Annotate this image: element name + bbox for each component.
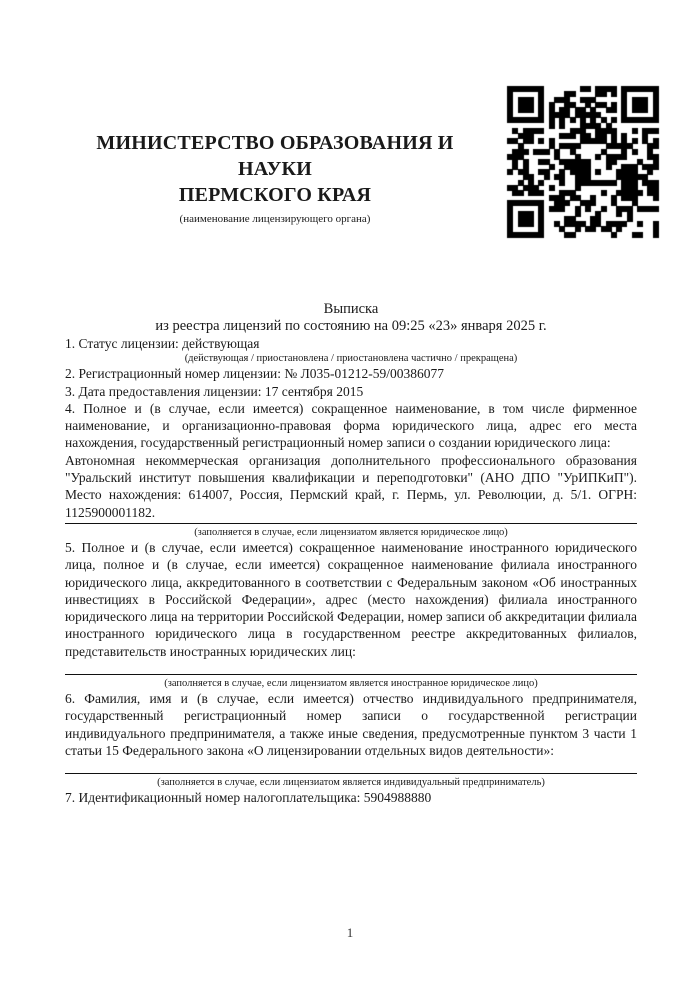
page-number: 1	[346, 925, 354, 940]
qr-code-icon	[502, 81, 663, 242]
document-title	[65, 301, 637, 335]
ministry-caption: (наименование лицензирующего органа)	[179, 213, 371, 225]
ministry-name-line2: ПЕРМСКОГО КРАЯ	[178, 184, 372, 206]
item-legal-entity-label: 4. Полное и (в случае, если имеется) сокращенное наименование, в том числе фирменное наименование, и организационно-правовая форма юридического лица, адрес его места нахождения, государственный регистрационный номер записи о создании юридического лица:	[65, 400, 637, 451]
item-individual-entrepreneur-label: 6. Фамилия, имя и (в случае, если имеется) отчество индивидуального предпринимателя, государственный регистрационный номер записи о государственной регистрации индивидуального предпринимателя, а также иные сведения, предусмотренные пунктом 3 части 1 статьи 15 Федерального закона «О лицензировании отдельных видов деятельности»:	[65, 691, 637, 758]
document-title-heading: Выписка	[323, 301, 379, 317]
licensing-authority-block	[65, 130, 485, 226]
ministry-name	[65, 130, 485, 208]
ministry-name-line1: МИНИСТЕРСТВО ОБРАЗОВАНИЯ И НАУКИ	[96, 132, 454, 180]
item-taxpayer-inn: 7. Идентификационный номер налогоплательщика: 5904988880	[65, 790, 432, 806]
item-foreign-entity-blank-line	[65, 674, 637, 675]
item-grant-date: 3. Дата предоставления лицензии: 17 сентября 2015	[65, 383, 364, 399]
item-legal-entity-value: Автономная некоммерческая организация дополнительного профессионального образования "Уральский институт повышения квалификации и переподготовки" (АНО ДПО "УрИПКиП"). Место нахождения: 614007, Россия, Пермский край, г. Пермь, ул. Революции, д. 5/1. ОГРН: 1125900001182.	[65, 452, 637, 524]
item-license-status: 1. Статус лицензии: действующая	[65, 336, 260, 351]
item-legal-entity-caption: (заполняется в случае, если лицензиатом является юридическое лицо)	[194, 526, 508, 538]
document-body	[65, 301, 637, 807]
item-individual-entrepreneur-blank-line	[65, 773, 637, 774]
item-individual-entrepreneur-caption: (заполняется в случае, если лицензиатом является индивидуальный предприниматель)	[157, 777, 545, 789]
item-foreign-entity-caption: (заполняется в случае, если лицензиатом является иностранное юридическое лицо)	[164, 678, 538, 690]
item-foreign-entity-label: 5. Полное и (в случае, если имеется) сокращенное наименование иностранного юридического лица, полное и (в случае, если имеется) сокращенное наименование филиала иностранного юридического лица, аккредитованного в соответствии с Федеральным законом «Об иностранных инвестициях в Российской Федерации», адрес (место нахождения) филиала иностранного юридического лица на территории Российской Федерации, номер записи об аккредитации филиала иностранного юридического лица в государственном реестре аккредитованных филиалов, представительств иностранных юридических лиц:	[65, 539, 637, 659]
item-license-status-caption: (действующая / приостановлена / приостановлена частично / прекращена)	[184, 353, 518, 365]
document-title-subheading: из реестра лицензий по состоянию на 09:25 «23» января 2025 г.	[155, 318, 547, 334]
item-registration-number: 2. Регистрационный номер лицензии: № Л035-01212-59/00386077	[65, 366, 445, 382]
